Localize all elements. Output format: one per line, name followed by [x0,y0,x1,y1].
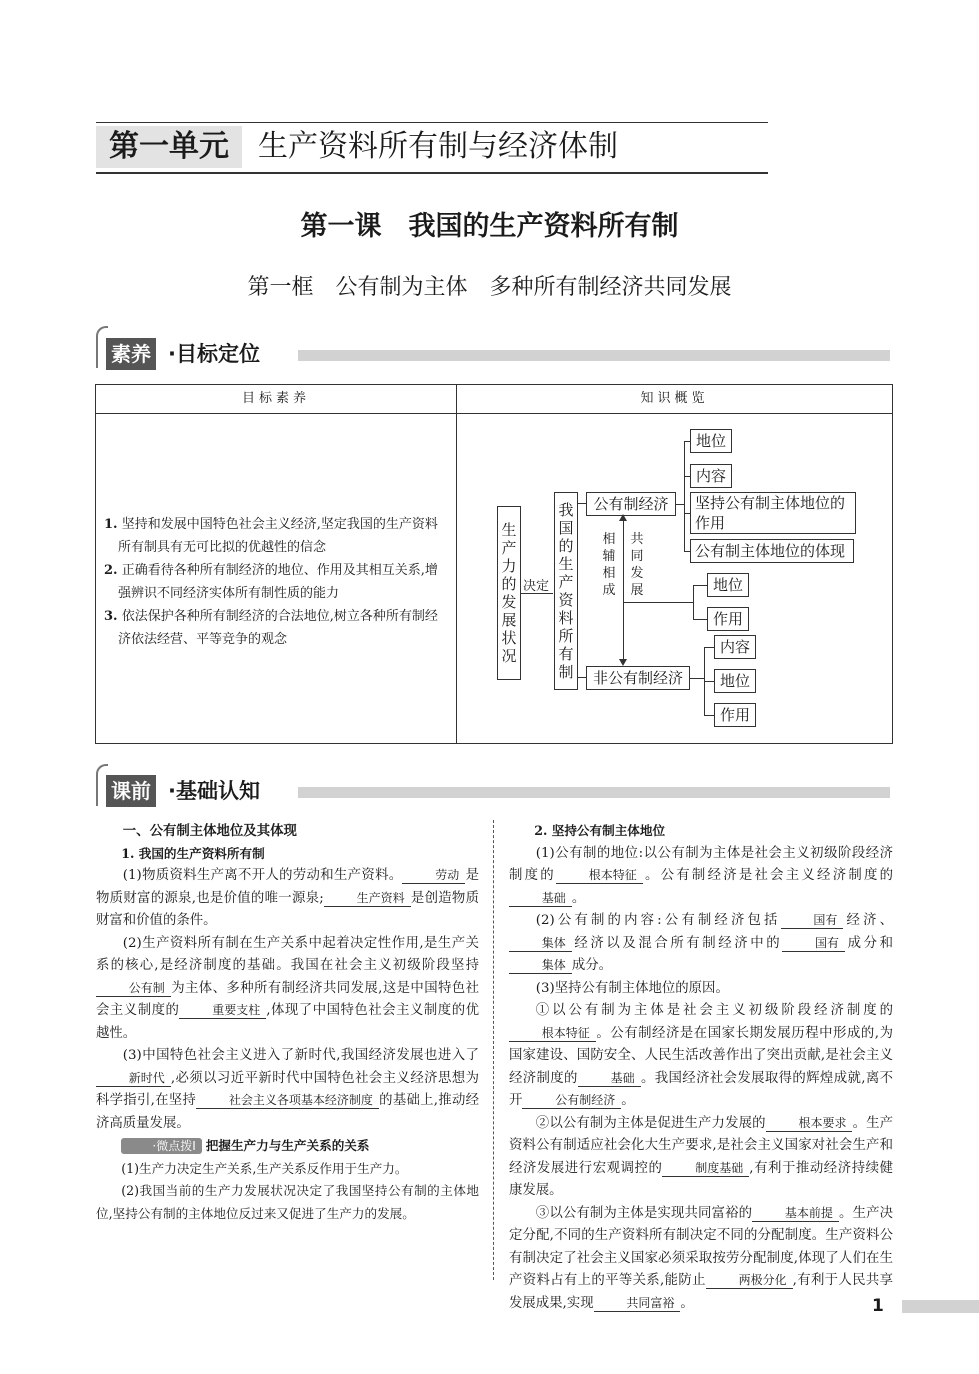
answer-blank: 国有 [782,935,845,952]
decides-label: 决定 [523,579,550,594]
unit-top-rule [96,122,768,123]
tip-heading: ·微点拨Ⅰ 把握生产力与生产关系的关系 [96,1135,479,1158]
paragraph: ①以公有制为主体是社会主义初级阶段经济制度的根本特征 。公有制经济是在国家长期发展历程中形成的,为国家建设、国防安全、人民生活改善作出了突出贡献,是社会主义经济制度的 基础 。我国经济社会发展取得的辉煌成就,离不开 公有制经济 。 [509,1003,894,1108]
section-tag-keqian: 课前 [106,775,156,807]
heading-2: 2. 坚持公有制主体地位 [534,823,666,838]
tip-text: (2)我国当前的生产力发展状况决定了我国坚持公有制的主体地位,坚持公有制的主体地位反过来又促进了生产力的发展。 [96,1183,479,1221]
answer-blank: 公有制经济 [522,1092,621,1109]
objectives-table [95,384,893,744]
answer-blank: 两极分化 [706,1272,793,1289]
section-bar [298,350,890,361]
left-column [96,820,479,1225]
middle-item-status: 地位 [707,573,749,597]
answer-blank: 集体 [509,957,572,974]
answer-blank: 基础 [578,1070,641,1087]
public-item-content: 内容 [690,464,732,488]
answer-blank: 制度基础 [662,1160,749,1177]
heading-2: 1. 我国的生产资料所有制 [121,845,265,861]
tip-text: (1)生产力决定生产关系,生产关系反作用于生产力。 [121,1160,408,1176]
goal-item: 1. 坚持和发展中国特色社会主义经济,坚定我国的生产资料所有制具有无可比拟的优越性的信念 [104,517,438,555]
goals-list [104,513,449,651]
column-separator [493,820,494,1280]
answer-blank: 基本前提 [752,1205,839,1222]
answer-blank: 社会主义各项基本经济制度 [196,1092,379,1109]
middle-item-role: 作用 [707,607,749,631]
mutual-arrow [623,518,624,664]
table-header-overview: 知识概览 [640,391,709,406]
goal-item: 3. 依法保护各种所有制经济的合法地位,树立各种所有制经济依法经营、平等竞争的观念 [104,609,438,647]
answer-blank: 劳动 [402,867,465,884]
answer-blank: 集体 [509,935,572,952]
section-tag-suyang: 素养 [106,338,156,370]
public-item-role: 坚持公有制主体地位的作用 [690,492,856,534]
answer-blank: 根本特征 [509,1025,596,1042]
goal-item: 2. 正确看待各种所有制经济的地位、作用及其相互关系,增强辨识不同经济实体所有制性质的能力 [104,563,438,601]
arrow-up-icon [619,514,627,521]
frame-title: 第一框 公有制为主体 多种所有制经济共同发展 [247,275,732,300]
nonpublic-economy-box: 非公有制经济 [586,666,690,690]
answer-blank: 重要支柱 [179,1002,266,1019]
heading-1: 一、公有制主体地位及其体现 [122,823,297,839]
page-number-bar [902,1300,979,1313]
answer-blank: 共同富裕 [594,1295,681,1312]
nonpublic-item-role: 作用 [714,703,756,727]
page-number: 1 [872,1296,884,1316]
common-label: 共同发展 [630,532,644,598]
unit-title: 生产资料所有制与经济体制 [258,129,618,164]
answer-blank: 生产资料 [324,890,411,907]
public-economy-box: 公有制经济 [586,492,676,516]
paragraph: (2)公有制的内容:公有制经济包括 国有 经济、集体 经济以及混合所有制经济中的 国有 成分和集体 成分。 [509,910,893,978]
table-column-divider [456,385,457,743]
paragraph: (3)坚持公有制主体地位的原因。 [535,980,729,996]
right-column [509,820,893,1315]
mutual-label: 相辅相成 [602,532,616,598]
public-item-embodiment: 公有制主体地位的体现 [690,539,854,563]
paragraph: (3)中国特色社会主义进入了新时代,我国经济发展也进入了新时代 ,必须以习近平新时代中国特色社会主义经济思想为科学指引,在坚持 社会主义各项基本经济制度 的基础上,推动经济高质量发展。 [96,1048,479,1131]
nonpublic-item-content: 内容 [714,635,756,659]
table-header-goals: 目标素养 [241,391,310,406]
productivity-box: 生产力的发展状况 [497,506,521,680]
paragraph: (1)物质资料生产离不开人的劳动和生产资料。 劳动 是物质财富的源泉,也是价值的唯一源泉; 生产资料 是创造物质财富和价值的条件。 [96,868,480,928]
answer-blank: 根本特征 [556,867,643,884]
section-title-mubiao: ·目标定位 [168,342,260,366]
section-title-jichu: ·基础认知 [168,779,260,803]
paragraph: ②以公有制为主体是促进生产力发展的 根本要求 。生产资料公有制适应社会化大生产要求,是社会主义国家对社会生产和经济发展进行宏观调控的 制度基础 ,有利于推动经济持续健康发展。 [509,1115,894,1198]
paragraph: (1)公有制的地位:以公有制为主体是社会主义初级阶段经济制度的 根本特征 。公有制经济是社会主义经济制度的基础 。 [509,845,894,906]
unit-label: 第一单元 [96,126,242,168]
tip-tag: ·微点拨Ⅰ [121,1138,202,1154]
lesson-title: 第一课 我国的生产资料所有制 [300,211,679,242]
section-bar [298,787,890,798]
answer-blank: 基础 [509,890,572,907]
answer-blank: 公有制 [96,980,171,997]
nonpublic-item-status: 地位 [714,669,756,693]
answer-blank: 新时代 [96,1070,171,1087]
answer-blank: 根本要求 [766,1115,853,1132]
answer-blank: 国有 [781,912,844,929]
arrow-down-icon [619,659,627,666]
paragraph: ③以公有制为主体是实现共同富裕的 基本前提 。生产决定分配,不同的生产资料所有制决定不同的分配制度。生产资料公有制决定了社会主义国家必须采取按劳分配制度,体现了人们在生产资料占有上的平等关系,能防止 两极分化 ,有利于人民共享发展成果,实现 共同富裕 。 [509,1205,893,1311]
ownership-box: 我国的生产资料所有制 [554,492,578,690]
public-item-status: 地位 [690,429,732,453]
paragraph: (2)生产资料所有制在生产关系中起着决定性作用,是生产关系的核心,是经济制度的基础。我国在社会主义初级阶段坚持公有制 为主体、多种所有制经济共同发展,这是中国特色社会主义制度的 重要支柱 ,体现了中国特色社会主义制度的优越性。 [96,935,479,1041]
unit-bottom-rule [96,172,768,174]
